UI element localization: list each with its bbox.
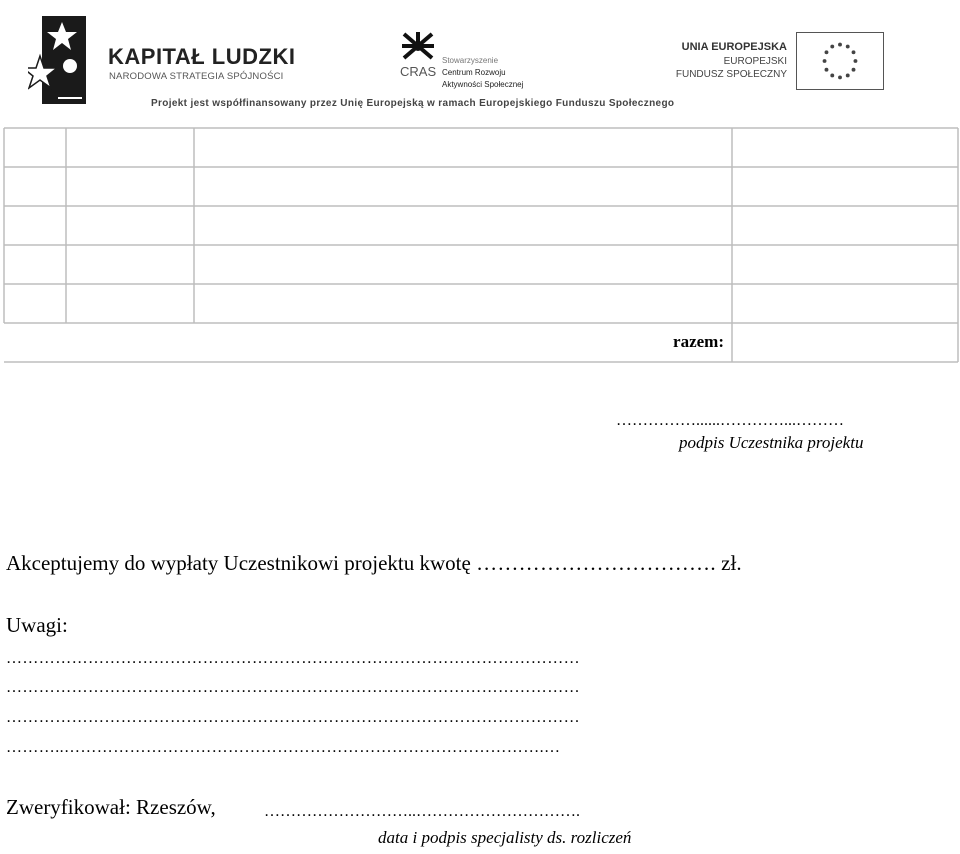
cofinance-statement: Projekt jest współfinansowany przez Unię Europejską w ramach Europejskiego Funduszu Społecznego — [151, 98, 675, 109]
eu-line-3: FUNDUSZ SPOŁECZNY — [675, 69, 787, 80]
eu-title: UNIA EUROPEJSKA — [681, 41, 787, 53]
participant-signature-line: ……………......…………...……… — [616, 412, 844, 429]
kapital-ludzki-title: KAPITAŁ LUDZKI — [108, 44, 296, 69]
remarks-label: Uwagi: — [6, 613, 68, 637]
verification-text: Zweryfikował: Rzeszów, — [6, 795, 216, 819]
kapital-ludzki-subtitle: NARODOWA STRATEGIA SPÓJNOŚCI — [109, 71, 284, 82]
remarks-line: …………………………………………………………………………………………… — [6, 650, 580, 667]
settlement-table — [0, 0, 960, 370]
participant-signature-label: podpis Uczestnika projektu — [679, 433, 864, 452]
remarks-line: …………………………………………………………………………………………… — [6, 709, 580, 726]
cras-line-1: Stowarzyszenie — [442, 56, 499, 65]
cras-line-3: Aktywności Społecznej — [442, 80, 524, 89]
acceptance-amount-line: ……………………………. — [476, 551, 716, 575]
acceptance-statement — [6, 551, 742, 576]
cras-mark-text: CRAS — [400, 64, 437, 79]
acceptance-currency: zł. — [721, 551, 742, 575]
verification-label: data i podpis specjalisty ds. rozliczeń — [378, 828, 632, 847]
acceptance-text: Akceptujemy do wypłaty Uczestnikowi projektu kwotę — [6, 551, 471, 575]
verification-signature-line: ………………………..…………………………. — [264, 803, 580, 820]
cras-line-2: Centrum Rozwoju — [442, 68, 506, 77]
eu-line-2: EUROPEJSKI — [723, 56, 787, 67]
remarks-line: …………………………………………………………………………………………… — [6, 679, 580, 696]
remarks-line: ………..…………………………………………………………………………….… — [6, 739, 561, 756]
table-total-label: razem: — [673, 332, 724, 351]
